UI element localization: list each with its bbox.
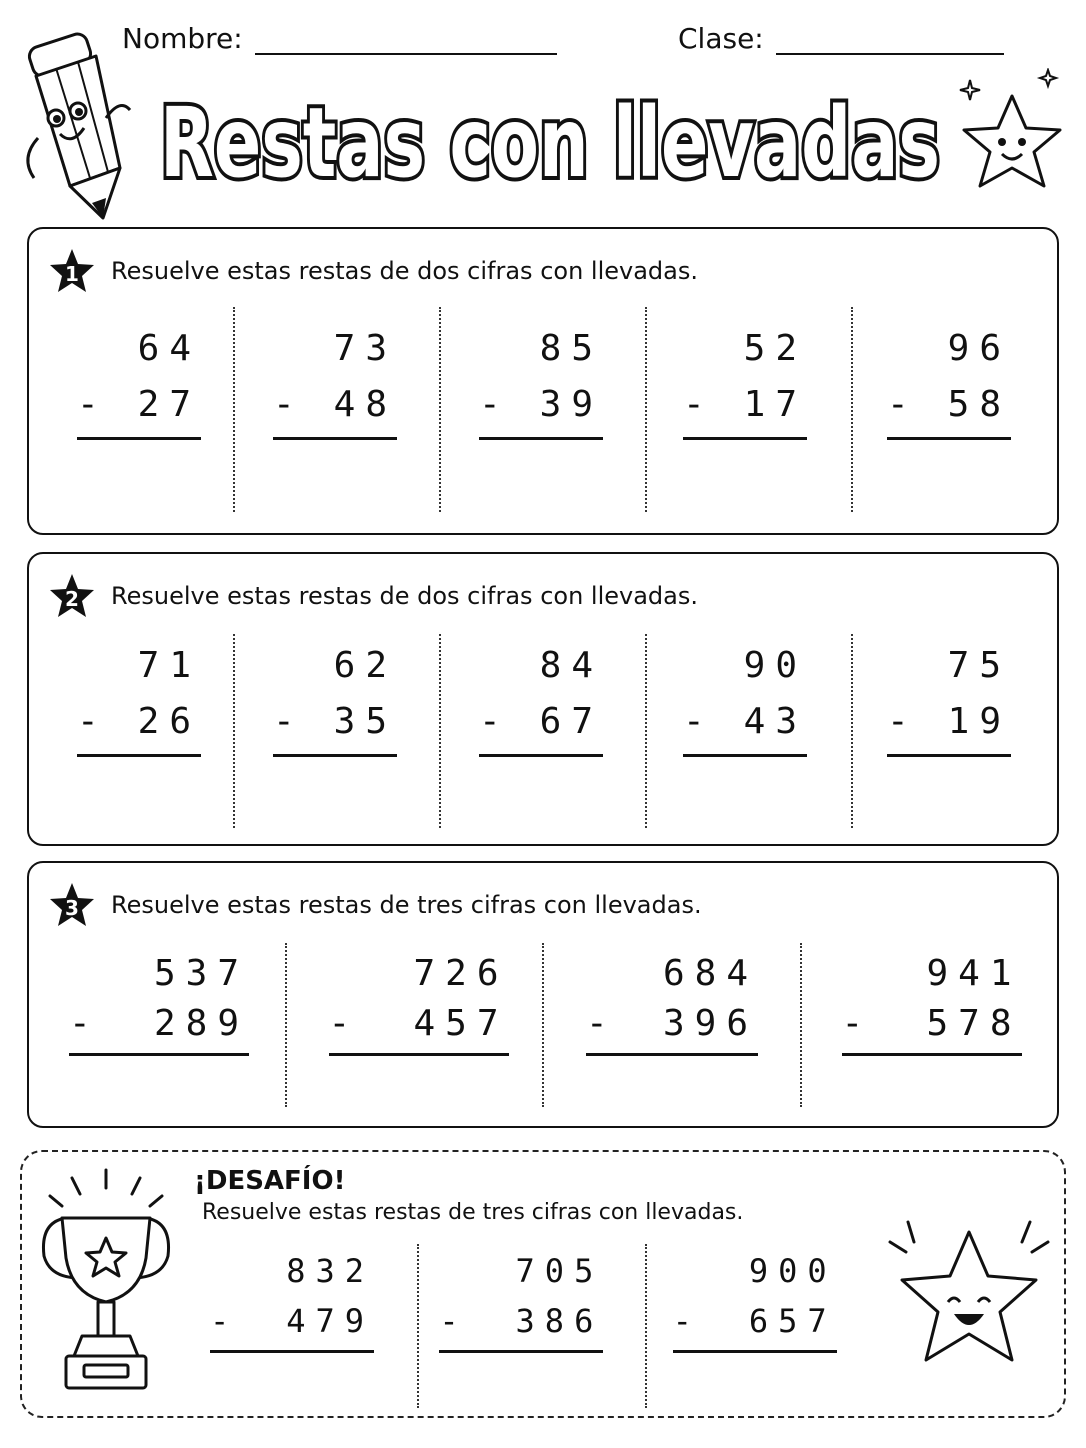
challenge-title: ¡DESAFÍO!: [194, 1166, 346, 1196]
answer-line[interactable]: [77, 754, 201, 757]
subtraction-problem: 941 - 578: [842, 949, 1022, 1056]
class-label: Clase:: [678, 22, 764, 55]
title-text: Restas con llevadas: [160, 87, 940, 199]
number-star-icon: [47, 572, 97, 620]
number-star-icon: [47, 881, 97, 929]
subtraction-problem: 62 - 35: [273, 638, 397, 757]
subtraction-problem: 96 - 58: [887, 321, 1011, 440]
answer-line[interactable]: [273, 754, 397, 757]
answer-line[interactable]: [887, 754, 1011, 757]
worksheet-title: [150, 68, 950, 208]
number-star-icon: [47, 247, 97, 295]
problem-cell: [29, 307, 233, 512]
section-instruction: [47, 247, 698, 295]
pencil-mascot-icon: [8, 18, 138, 223]
problem-cell: [29, 943, 285, 1107]
section-instruction: [47, 572, 698, 620]
challenge-problems: [192, 1244, 872, 1408]
subtraction-problem: 71 - 26: [77, 638, 201, 757]
instruction-text: Resuelve estas restas de tres cifras con llevadas.: [111, 891, 702, 919]
smiling-star-icon: [952, 68, 1072, 208]
name-field: [122, 22, 557, 55]
subtraction-problem: 832 - 479: [210, 1246, 374, 1353]
sparkle-icon: [960, 70, 1056, 100]
subtraction-problem: 537 - 289: [69, 949, 249, 1056]
problem-cell: [851, 307, 1057, 512]
subtraction-problem: 73 - 48: [273, 321, 397, 440]
answer-line[interactable]: [210, 1350, 374, 1353]
trophy-icon: [36, 1166, 176, 1396]
exercise-section-2: [27, 552, 1059, 846]
problem-cell: [192, 1244, 417, 1408]
subtraction-problem: 900 - 657: [673, 1246, 837, 1353]
problem-cell: [800, 943, 1058, 1107]
subtraction-problem: 684 - 396: [586, 949, 758, 1056]
subtraction-problem: 90 - 43: [683, 638, 807, 757]
answer-line[interactable]: [887, 437, 1011, 440]
problem-cell: [285, 943, 543, 1107]
subtraction-problem: 85 - 39: [479, 321, 603, 440]
problem-cell: [233, 307, 439, 512]
answer-line[interactable]: [683, 437, 807, 440]
class-field: [678, 22, 1004, 55]
class-input-line[interactable]: [776, 27, 1004, 55]
problem-cell: [439, 307, 645, 512]
problem-cell: [645, 1244, 872, 1408]
happy-star-icon: [884, 1212, 1054, 1382]
answer-line[interactable]: [683, 754, 807, 757]
answer-line[interactable]: [842, 1053, 1022, 1056]
problem-cell: [29, 634, 233, 828]
problem-cell: [417, 1244, 644, 1408]
subtraction-problem: 64 - 27: [77, 321, 201, 440]
answer-line[interactable]: [77, 437, 201, 440]
problem-cell: [233, 634, 439, 828]
problem-cell: [851, 634, 1057, 828]
challenge-instruction: Resuelve estas restas de tres cifras con llevadas.: [202, 1200, 744, 1225]
answer-line[interactable]: [329, 1053, 509, 1056]
answer-line[interactable]: [69, 1053, 249, 1056]
name-label: Nombre:: [122, 22, 243, 55]
answer-line[interactable]: [673, 1350, 837, 1353]
subtraction-problem: 726 - 457: [329, 949, 509, 1056]
challenge-section: [20, 1150, 1066, 1418]
problem-cell: [439, 634, 645, 828]
answer-line[interactable]: [439, 1350, 603, 1353]
problem-cell: [542, 943, 800, 1107]
subtraction-problem: 84 - 67: [479, 638, 603, 757]
answer-line[interactable]: [479, 437, 603, 440]
subtraction-problem: 705 - 386: [439, 1246, 603, 1353]
exercise-section-1: [27, 227, 1059, 535]
problem-cell: [645, 634, 851, 828]
answer-line[interactable]: [273, 437, 397, 440]
svg-text:3: 3: [65, 896, 79, 920]
problem-cell: [645, 307, 851, 512]
svg-text:2: 2: [65, 587, 79, 611]
subtraction-problem: 52 - 17: [683, 321, 807, 440]
name-input-line[interactable]: [255, 27, 557, 55]
subtraction-problem: 75 - 19: [887, 638, 1011, 757]
svg-text:1: 1: [65, 262, 79, 286]
section-instruction: [47, 881, 702, 929]
instruction-text: Resuelve estas restas de dos cifras con llevadas.: [111, 582, 698, 610]
answer-line[interactable]: [586, 1053, 758, 1056]
answer-line[interactable]: [479, 754, 603, 757]
exercise-section-3: [27, 861, 1059, 1128]
instruction-text: Resuelve estas restas de dos cifras con llevadas.: [111, 257, 698, 285]
